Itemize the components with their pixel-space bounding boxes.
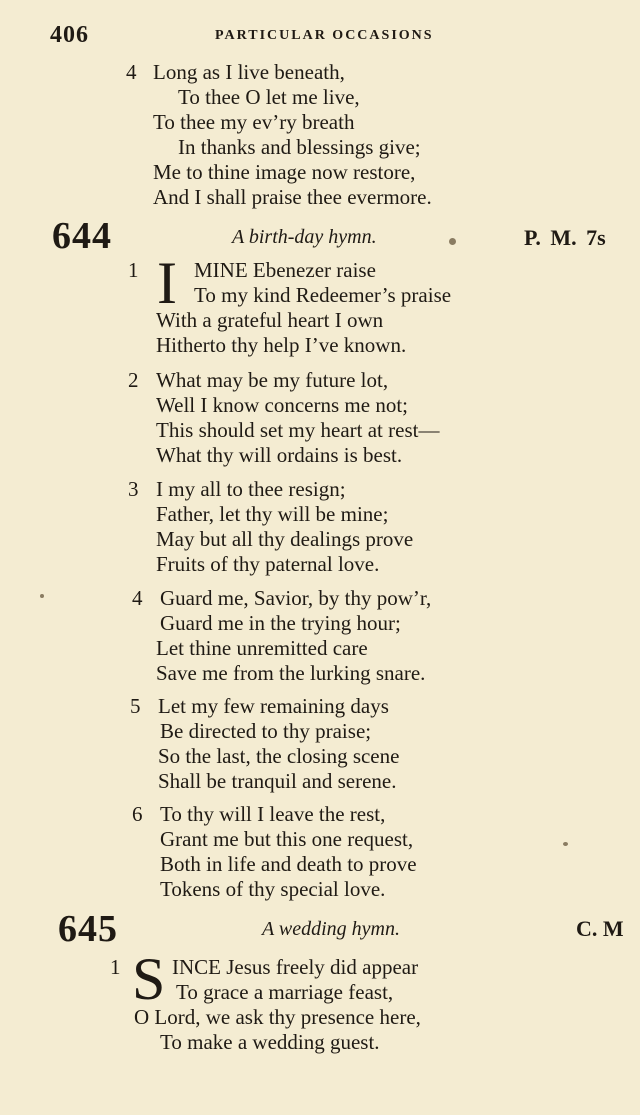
ink-speck xyxy=(40,594,44,598)
verse-line: Grant me but this one request, xyxy=(160,827,414,851)
verse-line: Hitherto thy help I’ve known. xyxy=(156,333,407,357)
verse-line: I my all to thee resign; xyxy=(156,477,346,501)
hymn-meter: C. M xyxy=(576,916,624,941)
stanza-number: 6 xyxy=(132,802,143,826)
running-title: PARTICULAR OCCASIONS xyxy=(215,28,434,43)
verse-line: Guard me in the trying hour; xyxy=(160,611,401,635)
stanza-number: 3 xyxy=(128,477,139,501)
verse-line: INCE Jesus freely did appear xyxy=(172,955,419,979)
verse-line: This should set my heart at rest— xyxy=(156,418,440,442)
hymn-number: 644 xyxy=(52,215,112,257)
verse-line: To make a wedding guest. xyxy=(160,1030,380,1054)
stanza-number: 1 xyxy=(128,258,139,282)
verse-line: To grace a marriage feast, xyxy=(176,980,394,1004)
stanza-number: 5 xyxy=(130,694,141,718)
verse-line: Shall be tranquil and serene. xyxy=(158,769,397,793)
verse-line: To thee my ev’ry breath xyxy=(153,110,355,134)
stanza-number: 2 xyxy=(128,368,139,392)
verse-line: Me to thine image now restore, xyxy=(153,160,416,184)
verse-line: Save me from the lurking snare. xyxy=(156,661,426,685)
verse-line: What thy will ordains is best. xyxy=(156,443,403,467)
verse-line: To thee O let me live, xyxy=(178,85,360,109)
page-header xyxy=(50,22,630,50)
verse-line: Both in life and death to prove xyxy=(160,852,417,876)
stanza-number: 4 xyxy=(126,60,137,84)
verse-line: Well I know concerns me not; xyxy=(156,393,408,417)
page-number: 406 xyxy=(50,22,89,48)
verse-line: Be directed to thy praise; xyxy=(160,719,372,743)
hymn-title: A birth-day hymn. xyxy=(232,226,377,248)
verse-line: Tokens of thy special love. xyxy=(160,877,386,901)
verse-line: And I shall praise thee evermore. xyxy=(153,185,432,209)
stanza-number: 4 xyxy=(132,586,143,610)
verse-line: So the last, the closing scene xyxy=(158,744,400,768)
ink-speck xyxy=(563,842,568,846)
stanza-number: 1 xyxy=(110,955,121,979)
verse-line: Let my few remaining days xyxy=(158,694,389,718)
verse-line: MINE Ebenezer raise xyxy=(194,258,376,282)
verse-line: To my kind Redeemer’s praise xyxy=(194,283,452,307)
verse-line: Long as I live beneath, xyxy=(153,60,345,84)
verse-line: Fruits of thy paternal love. xyxy=(156,552,380,576)
verse-line: Father, let thy will be mine; xyxy=(156,502,389,526)
verse-line: With a grateful heart I own xyxy=(156,308,384,332)
hymn-meter: P. M. 7s xyxy=(524,225,606,250)
verse-line: O Lord, we ask thy presence here, xyxy=(134,1005,421,1029)
verse-line: In thanks and blessings give; xyxy=(178,135,421,159)
verse-line: May but all thy dealings prove xyxy=(156,527,414,551)
hymn-number: 645 xyxy=(58,908,118,950)
ink-speck xyxy=(449,238,456,245)
hymn-title: A wedding hymn. xyxy=(262,918,400,940)
verse-line: To thy will I leave the rest, xyxy=(160,802,386,826)
verse-line: What may be my future lot, xyxy=(156,368,389,392)
drop-cap: S xyxy=(132,946,166,1012)
verse-line: Let thine unremitted care xyxy=(156,636,368,660)
drop-cap: I xyxy=(157,250,177,316)
verse-line: Guard me, Savior, by thy pow’r, xyxy=(160,586,432,610)
